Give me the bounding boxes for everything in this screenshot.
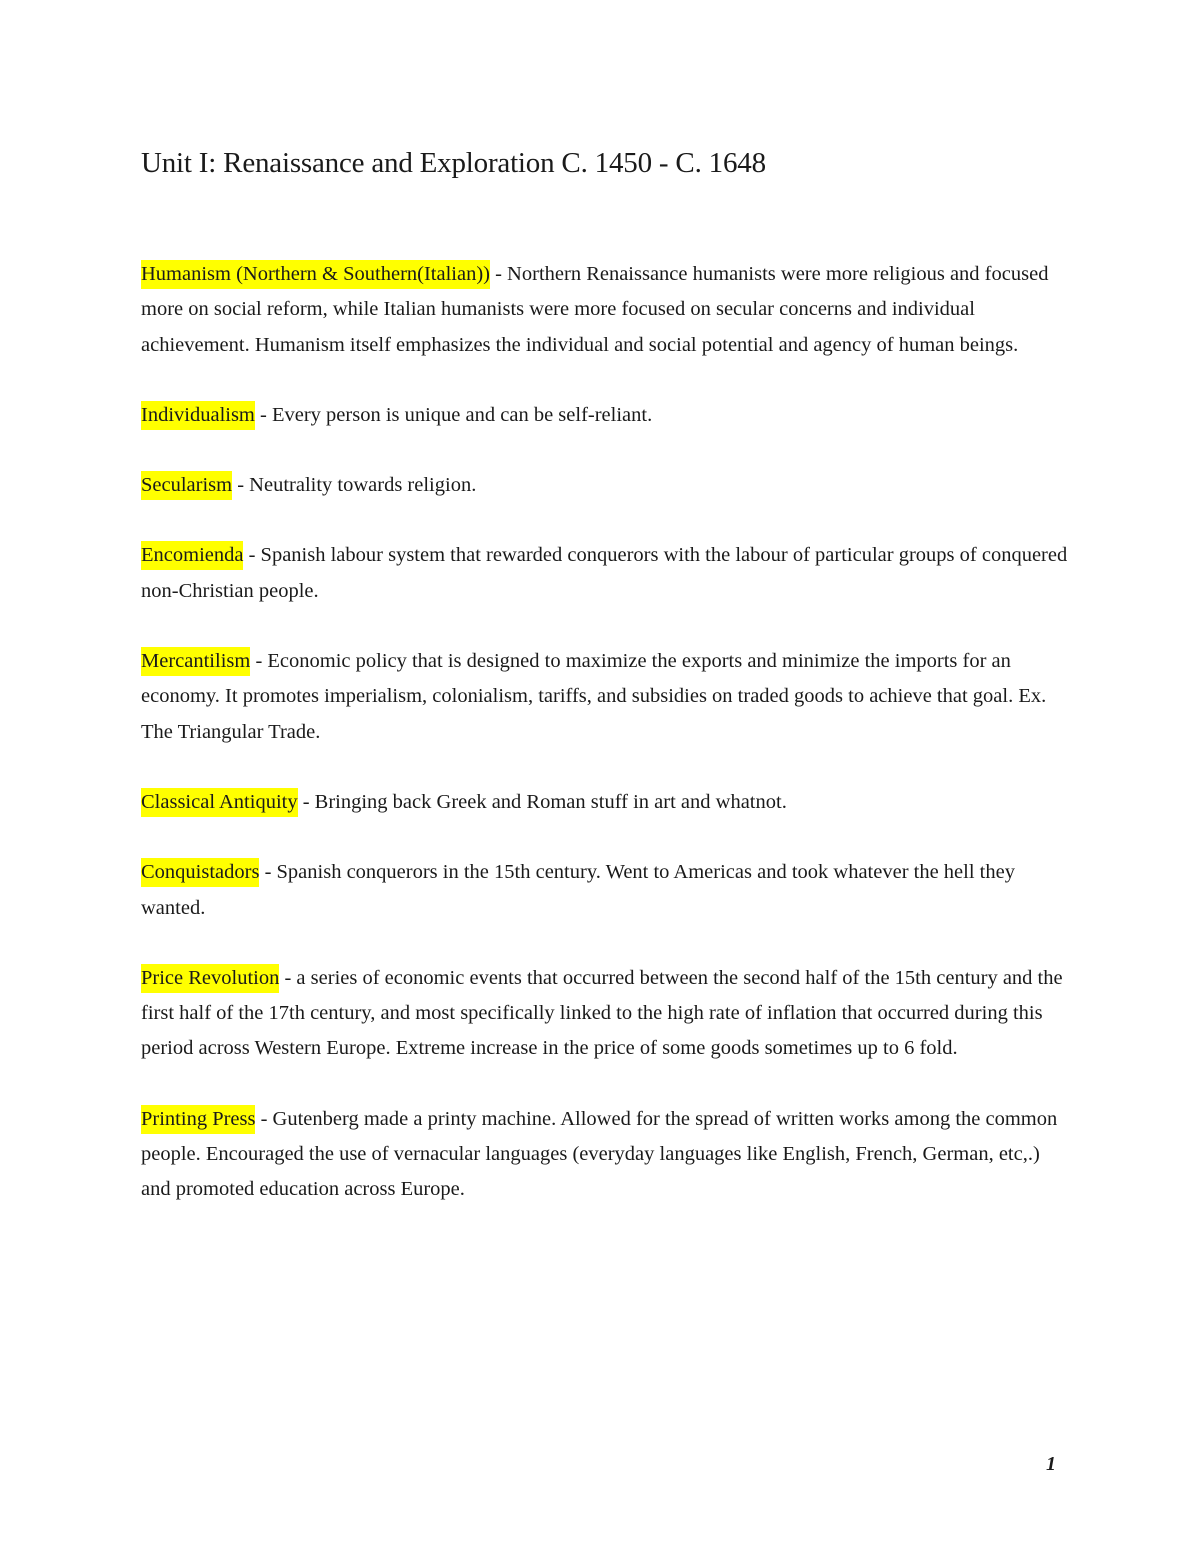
page-title: Unit I: Renaissance and Exploration C. 1450 - C. 1648 bbox=[141, 147, 766, 179]
term-definition: - a series of economic events that occurred between the second half of the 15th century and the first half of the 17th century, and most specifically linked to the high rate of inflation that occurred during this period across Western Europe. Extreme increase in the price of some goods sometimes up to 6 fold. bbox=[141, 966, 1063, 1060]
glossary-entry-individualism bbox=[141, 398, 1071, 433]
glossary-entry-printing-press bbox=[141, 1102, 1071, 1208]
highlighted-term: Price Revolution bbox=[141, 964, 279, 993]
glossary-entry-classical-antiquity bbox=[141, 785, 1071, 820]
highlighted-term: Encomienda bbox=[141, 541, 243, 570]
term-definition: - Every person is unique and can be self-reliant. bbox=[254, 403, 653, 426]
highlighted-term: Individualism bbox=[141, 401, 255, 430]
highlighted-term: Humanism (Northern & Southern(Italian)) bbox=[141, 260, 490, 289]
glossary-list bbox=[141, 257, 1071, 1243]
glossary-entry-mercantilism bbox=[141, 644, 1071, 750]
glossary-entry-encomienda bbox=[141, 538, 1071, 609]
term-definition: - Gutenberg made a printy machine. Allowed for the spread of written works among the common people. Encouraged the use of vernacular languages (everyday languages like English, French, German, etc,.) and promoted education across Europe. bbox=[141, 1107, 1058, 1201]
term-definition: - Bringing back Greek and Roman stuff in art and whatnot. bbox=[297, 790, 787, 813]
term-definition: - Northern Renaissance humanists were more religious and focused more on social reform, while Italian humanists were more focused on secular concerns and individual achievement. Humanism itself emphasizes the individual and social potential and agency of human beings. bbox=[141, 263, 1049, 356]
highlighted-term: Mercantilism bbox=[141, 647, 250, 676]
glossary-entry-humanism bbox=[141, 257, 1071, 363]
highlighted-term: Secularism bbox=[141, 471, 232, 500]
term-definition: - Neutrality towards religion. bbox=[232, 474, 477, 497]
highlighted-term: Classical Antiquity bbox=[141, 788, 298, 817]
highlighted-term: Printing Press bbox=[141, 1105, 255, 1134]
term-definition: - Economic policy that is designed to maximize the exports and minimize the imports for an economy. It promotes imperialism, colonialism, tariffs, and subsidies on traded goods to achieve that goal. Ex. The Triangular Trade. bbox=[141, 650, 1047, 743]
glossary-entry-conquistadors bbox=[141, 855, 1071, 926]
term-definition: - Spanish conquerors in the 15th century. Went to Americas and took whatever the hell they wanted. bbox=[141, 861, 1015, 919]
term-definition: - Spanish labour system that rewarded conquerors with the labour of particular groups of conquered non-Christian people. bbox=[141, 544, 1068, 602]
highlighted-term: Conquistadors bbox=[141, 858, 259, 887]
page-number: 1 bbox=[1046, 1453, 1056, 1475]
glossary-entry-secularism bbox=[141, 468, 1071, 503]
glossary-entry-price-revolution bbox=[141, 961, 1071, 1067]
